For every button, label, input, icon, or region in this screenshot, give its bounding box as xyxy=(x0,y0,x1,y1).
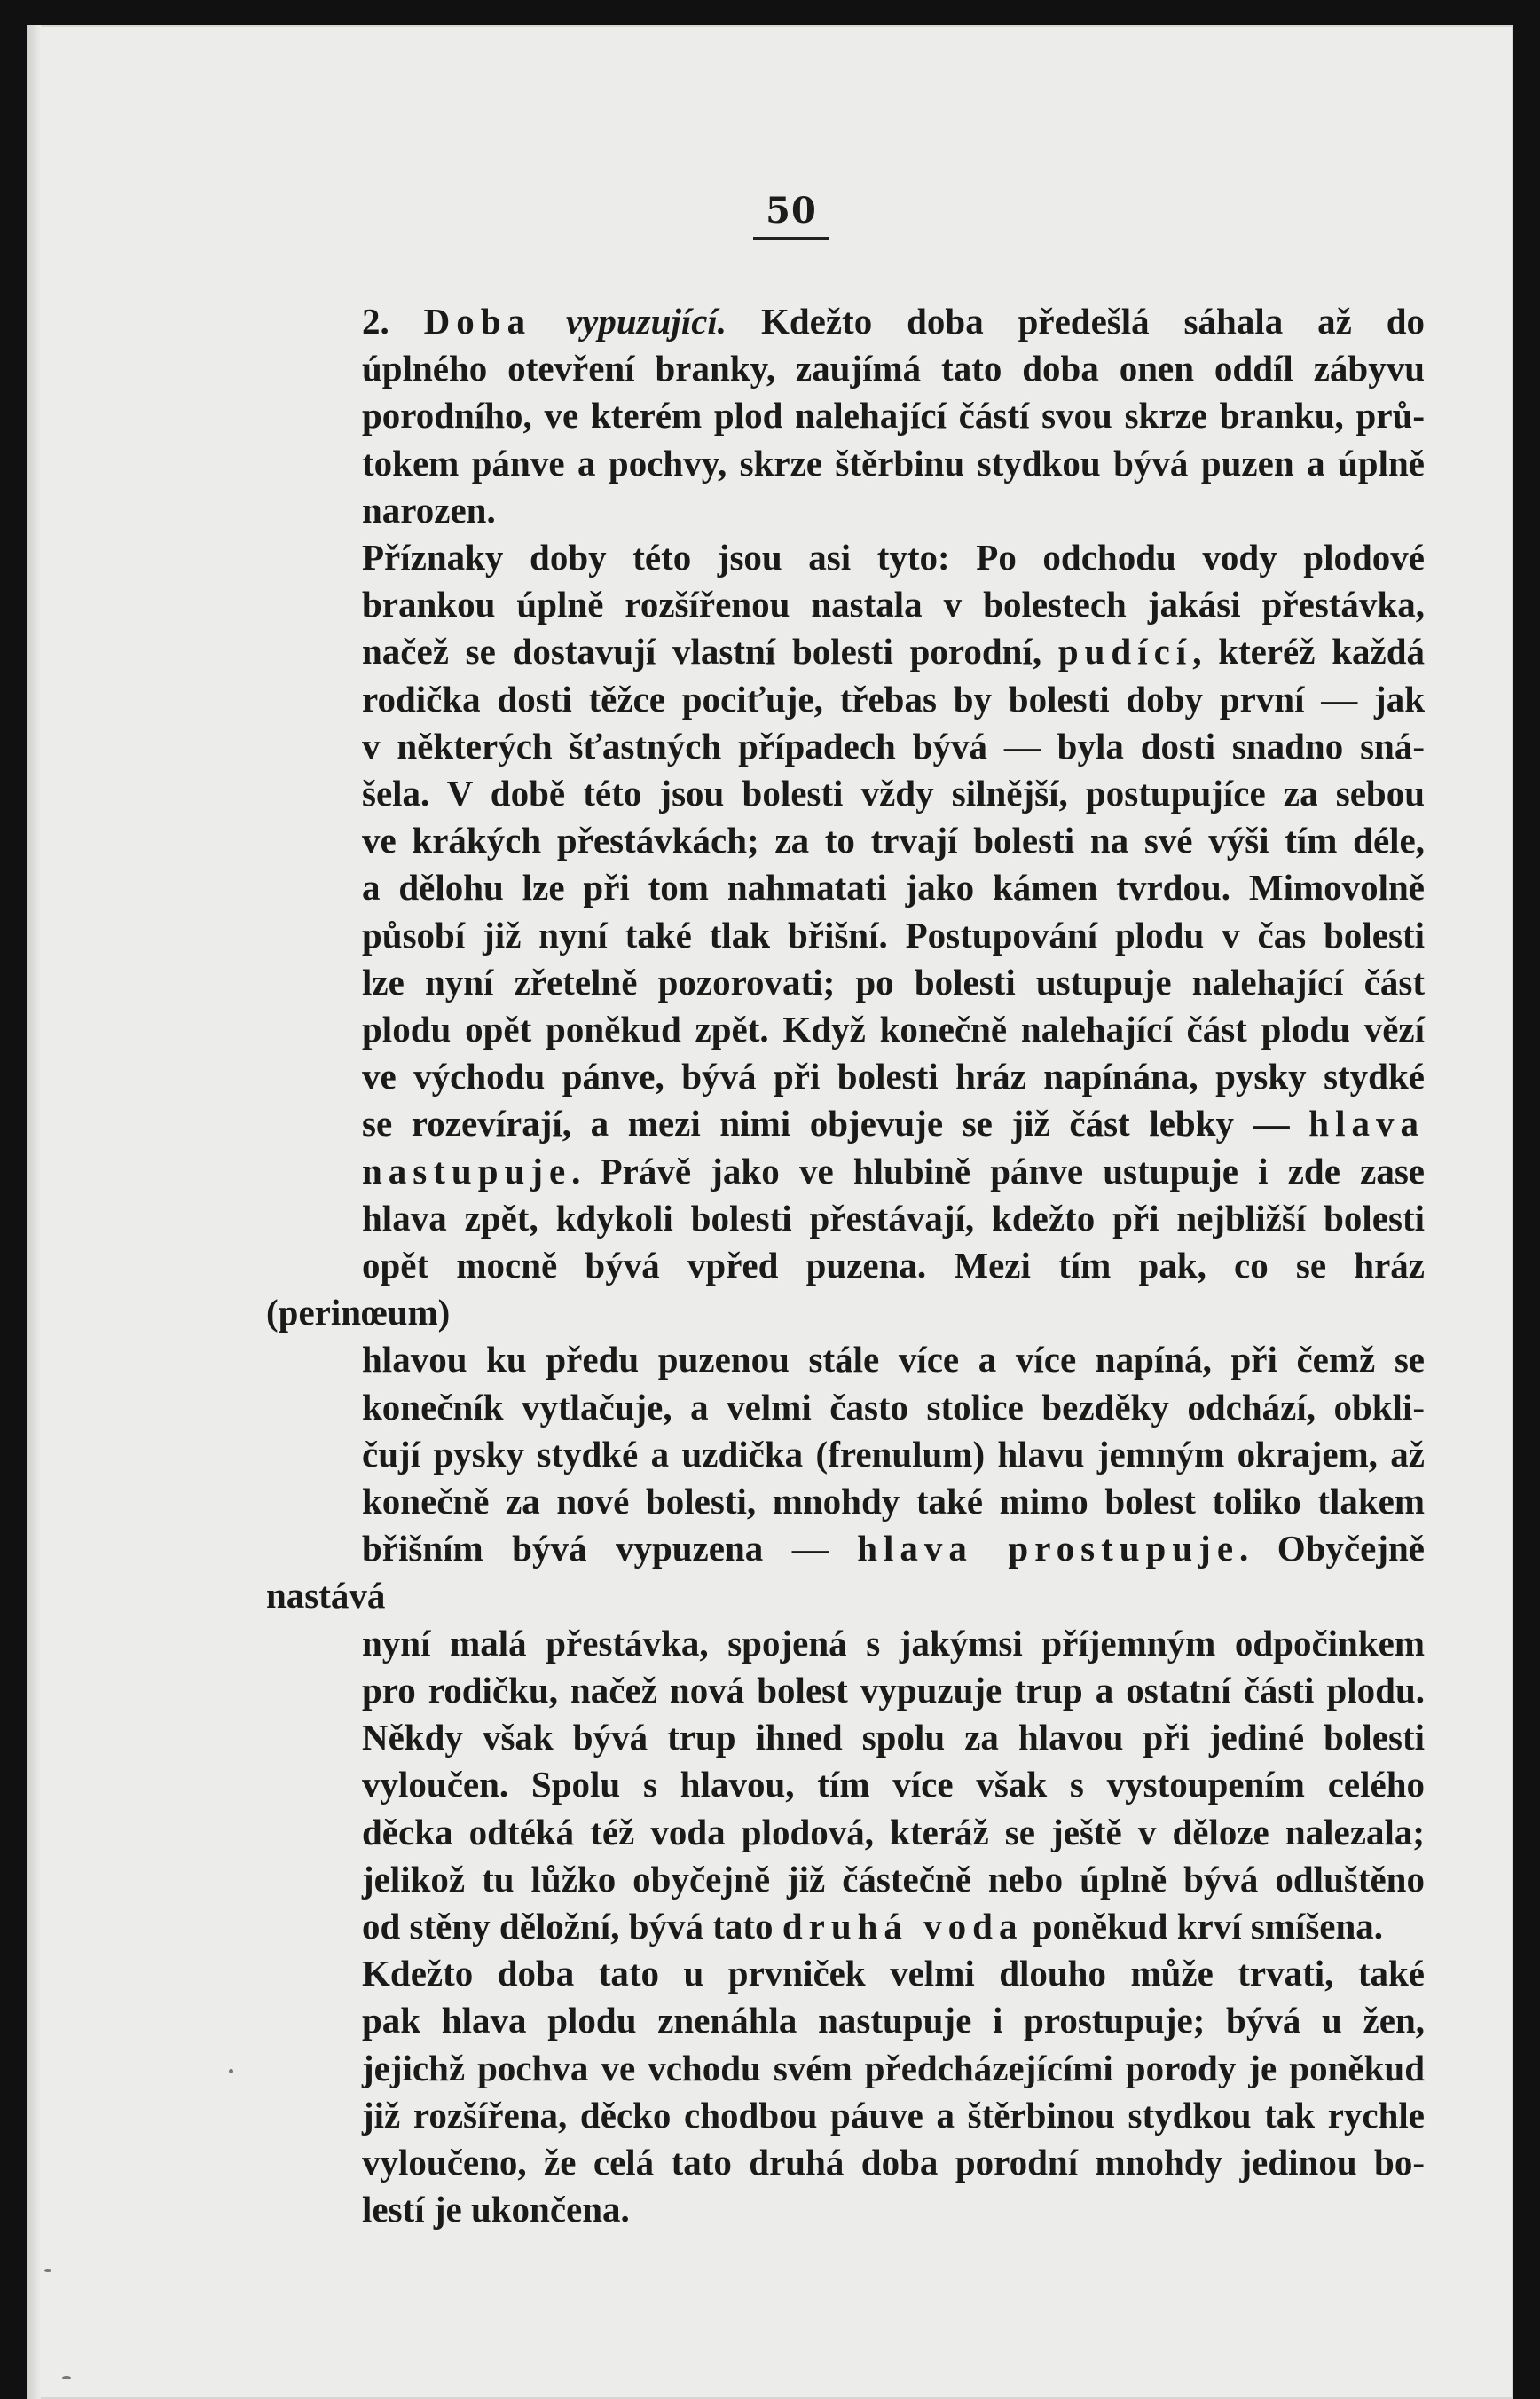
text-run: konečně za nové bolesti, mnohdy také mimo bolest toliko tlakem xyxy=(362,1481,1425,1522)
text-run: úplného otevření branky, zaujímá tato doba onen oddíl zábyvu xyxy=(362,348,1425,389)
text-run: pak hlava plodu znenáhla nastupuje i prostupuje; bývá u žen, xyxy=(362,2000,1425,2041)
text-line xyxy=(266,912,1425,959)
text-line xyxy=(266,345,1425,392)
text-run: jelikož tu lůžko obyčejně již částečně nebo úplně bývá odluštěno xyxy=(362,1858,1425,1900)
text-line xyxy=(266,1100,1425,1147)
text-run: . Obyčejně nastává xyxy=(266,1528,1425,1616)
print-speck xyxy=(62,2376,71,2379)
text-run: od stěny děložní, bývá tato xyxy=(362,1905,782,1947)
text-line xyxy=(266,1006,1425,1053)
spaced-text: pudící xyxy=(1057,631,1193,673)
text-line xyxy=(266,1761,1425,1808)
paragraph xyxy=(266,1950,1425,2233)
book-page xyxy=(27,25,1513,2399)
page-number xyxy=(27,190,1513,240)
text-run: v některých šťastných případech bývá — byla dosti snadno sná- xyxy=(362,725,1425,767)
paragraph xyxy=(266,298,1425,534)
text-line xyxy=(266,1950,1425,1997)
text-run: břišním bývá vypuzena — xyxy=(362,1528,858,1569)
text-run: . Právě jako ve hlubině pánve ustupuje i zde zase xyxy=(571,1150,1425,1192)
text-run: načež se dostavují vlastní bolesti porodní, xyxy=(362,631,1058,673)
text-run: vyloučen. Spolu s hlavou, tím více však s vystoupením celého xyxy=(362,1764,1425,1805)
text-run: lze nyní zřetelně pozorovati; po bolesti ustupuje nalehající část xyxy=(362,961,1425,1003)
text-line xyxy=(266,1242,1425,1336)
text-line xyxy=(266,1714,1425,1761)
text-run: Kdežto doba tato u prvniček velmi dlouho může trvati, také xyxy=(362,1953,1425,1994)
text-line xyxy=(266,1620,1425,1667)
text-line xyxy=(266,1195,1425,1242)
text-line xyxy=(266,1997,1425,2044)
print-speck xyxy=(229,2069,233,2073)
text-run: , kteréž každá xyxy=(1192,631,1425,673)
paragraph xyxy=(266,534,1425,1950)
text-line xyxy=(266,2139,1425,2186)
text-line xyxy=(266,864,1425,911)
text-run: ve východu pánve, bývá při bolesti hráz napínána, pysky stydké xyxy=(362,1056,1425,1097)
text-run: čují pysky stydké a uzdička (frenulum) hlavu jemným okrajem, až xyxy=(362,1433,1425,1475)
text-line xyxy=(266,1903,1425,1950)
text-run: děcka odtéká též voda plodová, kteráž se ještě v děloze nalezala; xyxy=(362,1811,1425,1852)
text-line xyxy=(266,1856,1425,1903)
text-line xyxy=(266,2186,1425,2233)
scan-edge xyxy=(27,25,41,2399)
spaced-text: hlava prostupuje xyxy=(857,1528,1240,1569)
text-run: ve krákých přestávkách; za to trvají bolesti na své výši tím déle, xyxy=(362,820,1425,861)
text-line xyxy=(266,817,1425,864)
text-run: hlava zpět, kdykoli bolesti přestávají, kdežto při nejbližší bolesti xyxy=(362,1197,1425,1239)
text-line xyxy=(266,1384,1425,1431)
text-line xyxy=(266,1053,1425,1100)
text-line xyxy=(266,723,1425,770)
text-line xyxy=(266,581,1425,628)
text-line xyxy=(266,1525,1425,1619)
text-run: opět mocně bývá vpřed puzena. Mezi tím pak, co se hráz (perinœum) xyxy=(266,1245,1425,1333)
text-run: jejichž pochva ve vchodu svém předcházejícími porody je poněkud xyxy=(362,2047,1425,2088)
text-line xyxy=(266,959,1425,1006)
text-line xyxy=(266,392,1425,439)
page-number-text: 50 xyxy=(753,190,829,240)
text-line xyxy=(266,298,1425,345)
text-run: tokem pánve a pochvy, skrze štěrbinu stydkou bývá puzen a úplně xyxy=(362,442,1425,484)
text-run: působí již nyní také tlak břišní. Postupování plodu v čas bolesti xyxy=(362,914,1425,956)
text-line xyxy=(266,1336,1425,1383)
text-run: Někdy však bývá trup ihned spolu za hlavou při jediné bolesti xyxy=(362,1717,1425,1758)
text-run: šela. V době této jsou bolesti vždy silnější, postupujíce za sebou xyxy=(362,773,1425,814)
body-text xyxy=(266,298,1425,2233)
text-line xyxy=(266,2092,1425,2139)
text-run: rodička dosti těžce pociťuje, třebas by bolesti doby první — jak xyxy=(362,678,1425,720)
text-line xyxy=(266,2045,1425,2092)
text-run: plodu opět poněkud zpět. Když konečně nalehající část plodu vězí xyxy=(362,1009,1425,1050)
text-run: již rozšířena, děcko chodbou páuve a štěrbinou stydkou tak rychle xyxy=(362,2094,1425,2136)
text-run: konečník vytlačuje, a velmi často stolice bezděky odchází, obkli- xyxy=(362,1386,1425,1428)
text-run: 2. xyxy=(362,301,424,342)
text-run: pro rodičku, načež nová bolest vypuzuje trup a ostatní části plodu. xyxy=(362,1669,1425,1711)
text-run: vyloučeno, že celá tato druhá doba porodní mnohdy jedinou bo- xyxy=(362,2141,1425,2183)
text-run: nyní malá přestávka, spojená s jakýmsi příjemným odpočinkem xyxy=(362,1622,1425,1664)
text-run: narozen. xyxy=(362,489,496,531)
text-line xyxy=(266,1148,1425,1195)
text-line xyxy=(266,676,1425,723)
print-speck xyxy=(44,2269,51,2272)
text-run: porodního, ve kterém plod nalehající částí svou skrze branku, prů- xyxy=(362,395,1425,437)
text-line xyxy=(266,487,1425,534)
text-line xyxy=(266,1431,1425,1478)
spaced-text: nastupuje xyxy=(362,1150,572,1192)
text-line xyxy=(266,770,1425,817)
text-line xyxy=(266,1667,1425,1714)
text-line xyxy=(266,534,1425,581)
text-run: Kdežto doba předešlá sáhala až do xyxy=(727,301,1426,342)
text-run: se rozevírají, a mezi nimi objevuje se již část lebky — xyxy=(362,1103,1309,1144)
text-run: brankou úplně rozšířenou nastala v bolestech jakási přestávka, xyxy=(362,584,1425,625)
text-line xyxy=(266,1809,1425,1856)
text-run: hlavou ku předu puzenou stále více a více napíná, při čemž se xyxy=(362,1339,1425,1380)
text-line xyxy=(266,628,1425,675)
text-run: poněkud krví smíšena. xyxy=(1023,1905,1384,1947)
spaced-text: hlava xyxy=(1308,1103,1425,1144)
italic-text: vypuzující. xyxy=(565,301,727,342)
spaced-text: Doba xyxy=(423,301,532,342)
spaced-text: druhá voda xyxy=(782,1905,1024,1947)
text-run: Příznaky doby této jsou asi tyto: Po odchodu vody plodové xyxy=(362,537,1425,578)
text-run: lestí je ukončena. xyxy=(362,2189,630,2230)
text-line xyxy=(266,1478,1425,1525)
text-run: a dělohu lze při tom nahmatati jako kámen tvrdou. Mimovolně xyxy=(362,867,1425,908)
text-line xyxy=(266,440,1425,487)
text-run xyxy=(531,301,566,342)
